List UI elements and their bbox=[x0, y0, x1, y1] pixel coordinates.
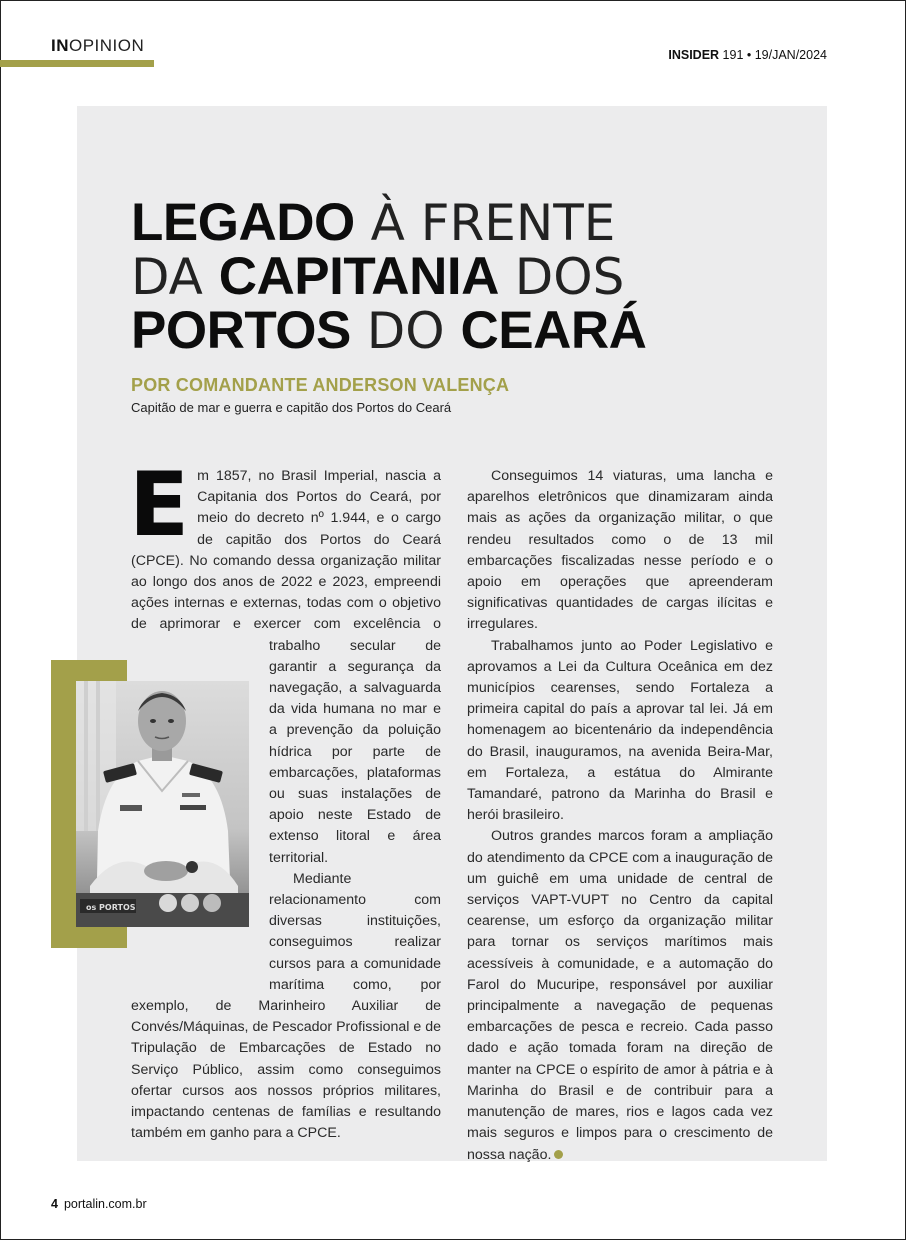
section-accent-bar bbox=[0, 60, 154, 67]
paragraph-text: Outros grandes marcos foram a ampliação do atendimento da CPCE com a inauguração de um guichê em uma unidade de central de serviços VAPT-VUPT no Centro da capital cearense, um esforço da organização militar para tornar os serviços marítimos mais acessíveis à comunidade, e a automação do Farol do Mucuripe, responsável por auxiliar principalmente a navegação de pequenas embarcações de pesca e recreio. Cada passo dado e ação tomada foram na direção de manter na CPCE o espírito de amor à pátria e à Marinha do Brasil e de contribuir para a manutenção de mares, rios e lagos cada vez mais seguros e limpos para o crescimento de nossa nação. bbox=[467, 828, 773, 1163]
headline-part: DOS bbox=[498, 248, 625, 306]
photo-wrap-spacer bbox=[131, 656, 269, 978]
author-role: Capitão de mar e guerra e capitão dos Portos do Ceará bbox=[131, 400, 452, 415]
publication-name: INSIDER bbox=[668, 48, 720, 62]
section-label-bold: IN bbox=[51, 36, 69, 55]
article-column-right bbox=[467, 466, 773, 1166]
headline-part: PORTOS bbox=[131, 301, 351, 360]
issue-date: 191 • 19/JAN/2024 bbox=[719, 48, 827, 62]
article-column-left bbox=[129, 453, 441, 1145]
article-paragraph bbox=[467, 466, 773, 636]
article-paragraph bbox=[129, 453, 441, 869]
byline: POR COMANDANTE ANDERSON VALENÇA bbox=[131, 375, 510, 395]
end-of-article-icon bbox=[554, 1150, 563, 1159]
drop-cap: E bbox=[129, 453, 190, 556]
headline-part: À FRENTE bbox=[354, 194, 616, 252]
site-url[interactable]: portalin.com.br bbox=[63, 1197, 147, 1211]
page-footer bbox=[51, 1197, 147, 1211]
headline-part: DO bbox=[350, 302, 461, 360]
section-label-light: OPINION bbox=[69, 36, 145, 55]
article-paragraph bbox=[467, 636, 773, 827]
paragraph-text: Conseguimos 14 viaturas, uma lancha e aparelhos eletrônicos que dinamizaram ainda mais as ações da organização militar, o que rendeu resultados como o de 13 mil embarcações fiscalizadas nesse período e o apoio em operações que apreenderam significativas quantidades de cargas ilícitas e irregulares. bbox=[467, 468, 773, 633]
svg-text:os PORTOS: os PORTOS bbox=[86, 903, 136, 912]
article-paragraph bbox=[467, 826, 773, 1165]
headline-part: CAPITANIA bbox=[218, 247, 499, 306]
paragraph-text: Trabalhamos junto ao Poder Legislativo e aprovamos a Lei da Cultura Oceânica em dez municípios cearenses, sendo Fortaleza a primeira capital do país a aprovar tal lei. Já em homenagem ao bicentenário da independência do Brasil, inauguramos, na avenida Beira-Mar, em Fortaleza, a estátua do Almirante Tamandaré, patrono da Marinha do Brasil e herói brasileiro. bbox=[467, 637, 773, 824]
page-number: 4 bbox=[51, 1197, 58, 1211]
headline-part: LEGADO bbox=[131, 193, 355, 252]
headline-part: CEARÁ bbox=[460, 301, 647, 360]
headline-part: DA bbox=[131, 248, 219, 306]
article-headline bbox=[131, 193, 691, 360]
issue-info bbox=[668, 48, 827, 62]
paragraph-text: m 1857, no Brasil Imperial, nascia a Capitania dos Portos do Ceará, por meio do decreto nº 1.944, e o cargo de capitão dos Portos do Ceará (CPCE). No comando dessa organização militar ao longo dos anos de 2022 e 2023, empreendi ações internas e externas, todas com o objetivo de aprimorar e exercer com excelência o trabalho secular de garantir a segurança da navegação, a salvaguarda da vida humana no mar e a prevenção da poluição hídrica por parte de embarcações, plataformas ou suas instalações de apoio neste Estado de extenso litoral e área territorial. bbox=[131, 468, 441, 866]
paragraph-text: Mediante relacionamento com diversas instituições, conseguimos realizar cursos para a comunidade marítima como, por exemplo, de Marinheiro Auxiliar de Convés/Máquinas, de Pescador Profissional e de Tripulação de Embarcações de Estado no Serviço Público, assim como conseguimos ofertar cursos aos nossos próprios militares, impactando centenas de famílias e resultando também em ganho para a CPCE. bbox=[131, 870, 441, 1142]
section-label bbox=[51, 36, 144, 56]
